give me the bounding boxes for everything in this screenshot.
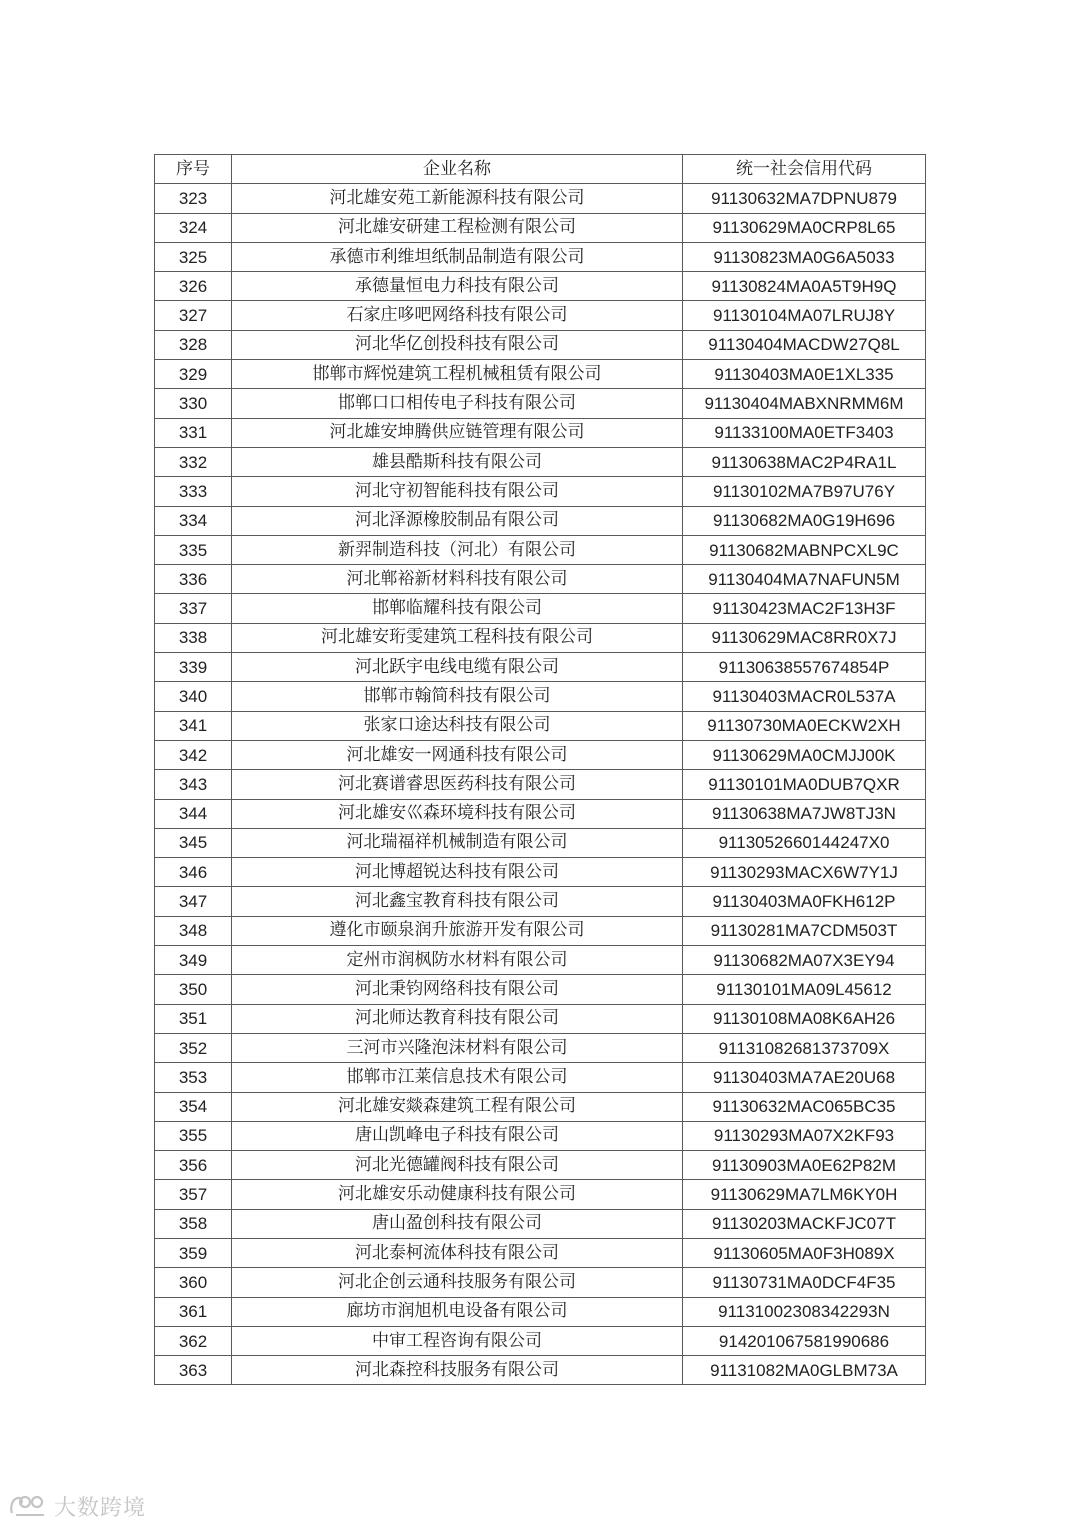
table-row — [155, 1326, 926, 1355]
table-row — [155, 1063, 926, 1092]
cell-seq: 348 — [155, 916, 232, 945]
cell-seq: 342 — [155, 740, 232, 769]
cell-name: 河北雄安珩雯建筑工程科技有限公司 — [232, 623, 683, 652]
cell-seq: 330 — [155, 389, 232, 418]
cell-seq: 362 — [155, 1326, 232, 1355]
cell-code: 9113052660144247X0 — [683, 828, 926, 857]
cell-name: 河北企创云通科技服务有限公司 — [232, 1268, 683, 1297]
table-row — [155, 477, 926, 506]
cell-name: 河北瑞福祥机械制造有限公司 — [232, 828, 683, 857]
cell-code: 91130403MA0E1XL335 — [683, 360, 926, 389]
table-row — [155, 1004, 926, 1033]
cell-code: 91130823MA0G6A5033 — [683, 242, 926, 271]
cell-name: 唐山凯峰电子科技有限公司 — [232, 1121, 683, 1150]
cell-seq: 347 — [155, 887, 232, 916]
table-row — [155, 1297, 926, 1326]
cell-seq: 359 — [155, 1238, 232, 1267]
cell-code: 91130102MA7B97U76Y — [683, 477, 926, 506]
cell-name: 河北雄安巛森环境科技有限公司 — [232, 799, 683, 828]
enterprise-table — [154, 154, 926, 1385]
cell-seq: 346 — [155, 858, 232, 887]
cell-code: 91130404MABXNRMM6M — [683, 389, 926, 418]
cell-code: 91130629MA7LM6KY0H — [683, 1180, 926, 1209]
cell-name: 河北雄安坤腾供应链管理有限公司 — [232, 418, 683, 447]
cell-name: 河北跃宇电线电缆有限公司 — [232, 653, 683, 682]
cell-name: 河北赛谱睿思医药科技有限公司 — [232, 770, 683, 799]
cell-code: 91130293MA07X2KF93 — [683, 1121, 926, 1150]
cell-name: 廊坊市润旭机电设备有限公司 — [232, 1297, 683, 1326]
table-row — [155, 535, 926, 564]
table-row — [155, 887, 926, 916]
cell-code: 91130730MA0ECKW2XH — [683, 711, 926, 740]
cell-code: 91130731MA0DCF4F35 — [683, 1268, 926, 1297]
header-code: 统一社会信用代码 — [683, 155, 926, 184]
cell-name: 邯郸市江莱信息技术有限公司 — [232, 1063, 683, 1092]
cell-seq: 329 — [155, 360, 232, 389]
cell-name: 遵化市颐泉润升旅游开发有限公司 — [232, 916, 683, 945]
cell-seq: 355 — [155, 1121, 232, 1150]
table-row — [155, 594, 926, 623]
cell-name: 河北守初智能科技有限公司 — [232, 477, 683, 506]
cell-seq: 327 — [155, 301, 232, 330]
table-row — [155, 184, 926, 213]
cell-code: 91130203MACKFJC07T — [683, 1209, 926, 1238]
table-row — [155, 975, 926, 1004]
cell-code: 91130638557674854P — [683, 653, 926, 682]
cell-seq: 363 — [155, 1356, 232, 1385]
cell-seq: 344 — [155, 799, 232, 828]
cell-name: 河北师达教育科技有限公司 — [232, 1004, 683, 1033]
table-row — [155, 623, 926, 652]
cell-seq: 332 — [155, 447, 232, 476]
cell-seq: 331 — [155, 418, 232, 447]
cell-code: 91130293MACX6W7Y1J — [683, 858, 926, 887]
cell-code: 91130404MACDW27Q8L — [683, 330, 926, 359]
table-row — [155, 1356, 926, 1385]
cell-name: 河北森控科技服务有限公司 — [232, 1356, 683, 1385]
cell-code: 91131082681373709X — [683, 1033, 926, 1062]
cell-name: 邯郸市翰简科技有限公司 — [232, 682, 683, 711]
cell-code: 91130108MA08K6AH26 — [683, 1004, 926, 1033]
cell-code: 91130629MA0CRP8L65 — [683, 213, 926, 242]
cell-code: 91130101MA0DUB7QXR — [683, 770, 926, 799]
cell-seq: 361 — [155, 1297, 232, 1326]
table-row — [155, 682, 926, 711]
cell-code: 91130104MA07LRUJ8Y — [683, 301, 926, 330]
cell-name: 河北鑫宝教育科技有限公司 — [232, 887, 683, 916]
table-body — [155, 184, 926, 1385]
table-row — [155, 828, 926, 857]
cell-seq: 334 — [155, 506, 232, 535]
cell-name: 邯郸口口相传电子科技有限公司 — [232, 389, 683, 418]
table-row — [155, 1268, 926, 1297]
cell-seq: 345 — [155, 828, 232, 857]
cell-seq: 328 — [155, 330, 232, 359]
cell-code: 91130638MAC2P4RA1L — [683, 447, 926, 476]
cell-seq: 357 — [155, 1180, 232, 1209]
cell-name: 河北雄安苑工新能源科技有限公司 — [232, 184, 683, 213]
cell-code: 91130682MA07X3EY94 — [683, 946, 926, 975]
cell-seq: 354 — [155, 1092, 232, 1121]
cell-name: 河北雄安燚森建筑工程有限公司 — [232, 1092, 683, 1121]
cell-name: 新羿制造科技（河北）有限公司 — [232, 535, 683, 564]
cell-seq: 352 — [155, 1033, 232, 1062]
header-seq: 序号 — [155, 155, 232, 184]
cell-name: 河北郸裕新材料科技有限公司 — [232, 565, 683, 594]
table-row — [155, 301, 926, 330]
table-row — [155, 799, 926, 828]
cell-seq: 335 — [155, 535, 232, 564]
cell-name: 河北泽源橡胶制品有限公司 — [232, 506, 683, 535]
cell-name: 邯郸市辉悦建筑工程机械租赁有限公司 — [232, 360, 683, 389]
table-row — [155, 418, 926, 447]
table-header — [155, 155, 926, 184]
cell-seq: 336 — [155, 565, 232, 594]
cell-name: 河北华亿创投科技有限公司 — [232, 330, 683, 359]
cell-seq: 324 — [155, 213, 232, 242]
cell-seq: 353 — [155, 1063, 232, 1092]
cell-seq: 333 — [155, 477, 232, 506]
cell-seq: 341 — [155, 711, 232, 740]
cell-name: 石家庄哆吧网络科技有限公司 — [232, 301, 683, 330]
cell-code: 91130632MA7DPNU879 — [683, 184, 926, 213]
cell-name: 河北雄安乐动健康科技有限公司 — [232, 1180, 683, 1209]
cell-seq: 356 — [155, 1151, 232, 1180]
cell-name: 唐山盈创科技有限公司 — [232, 1209, 683, 1238]
cell-code: 91130824MA0A5T9H9Q — [683, 272, 926, 301]
cell-name: 承德量恒电力科技有限公司 — [232, 272, 683, 301]
cell-seq: 351 — [155, 1004, 232, 1033]
cell-seq: 358 — [155, 1209, 232, 1238]
logo-icon — [8, 1493, 48, 1519]
cell-code: 9113100230834229​3N — [683, 1297, 926, 1326]
cell-code: 91133100MA0ETF3403 — [683, 418, 926, 447]
table-row — [155, 916, 926, 945]
table-row — [155, 858, 926, 887]
table-row — [155, 389, 926, 418]
cell-code: 91130682MA0G19H696 — [683, 506, 926, 535]
cell-code: 91131082MA0GLBM73A — [683, 1356, 926, 1385]
cell-code: 91130101MA09L45612 — [683, 975, 926, 1004]
cell-seq: 323 — [155, 184, 232, 213]
cell-name: 河北雄安一网通科技有限公司 — [232, 740, 683, 769]
cell-code: 91130638MA7JW8TJ3N — [683, 799, 926, 828]
table-row — [155, 1033, 926, 1062]
cell-seq: 349 — [155, 946, 232, 975]
cell-seq: 338 — [155, 623, 232, 652]
cell-code: 91130423MAC2F13H3F — [683, 594, 926, 623]
table-row — [155, 1151, 926, 1180]
table-row — [155, 1180, 926, 1209]
cell-seq: 325 — [155, 242, 232, 271]
cell-code: 91130682MABNPCXL9C — [683, 535, 926, 564]
table-row — [155, 447, 926, 476]
table-row — [155, 770, 926, 799]
table-row — [155, 272, 926, 301]
watermark — [8, 1490, 146, 1522]
cell-code: 91420106758199068​6 — [683, 1326, 926, 1355]
table-row — [155, 506, 926, 535]
cell-code: 91130404MA7NAFUN5M — [683, 565, 926, 594]
watermark-text: 大数跨境 — [54, 1495, 147, 1521]
cell-code: 91130629MA0CMJJ00K — [683, 740, 926, 769]
header-row — [155, 155, 926, 184]
cell-seq: 326 — [155, 272, 232, 301]
table-row — [155, 1121, 926, 1150]
cell-name: 承德市利维坦纸制品制造有限公司 — [232, 242, 683, 271]
cell-code: 91130605MA0F3H089X — [683, 1238, 926, 1267]
table-row — [155, 213, 926, 242]
cell-code: 91130403MACR0L537A — [683, 682, 926, 711]
cell-name: 河北博超锐达科技有限公司 — [232, 858, 683, 887]
cell-name: 定州市润枫防水材料有限公司 — [232, 946, 683, 975]
cell-seq: 340 — [155, 682, 232, 711]
cell-seq: 350 — [155, 975, 232, 1004]
cell-seq: 343 — [155, 770, 232, 799]
table-row — [155, 565, 926, 594]
cell-code: 91130632MAC065BC35 — [683, 1092, 926, 1121]
cell-name: 三河市兴隆泡沫材料有限公司 — [232, 1033, 683, 1062]
cell-name: 中审工程咨询有限公司 — [232, 1326, 683, 1355]
header-name: 企业名称 — [232, 155, 683, 184]
cell-name: 河北秉钧网络科技有限公司 — [232, 975, 683, 1004]
cell-name: 河北光德罐阀科技有限公司 — [232, 1151, 683, 1180]
cell-seq: 337 — [155, 594, 232, 623]
cell-name: 邯郸临耀科技有限公司 — [232, 594, 683, 623]
cell-code: 91130403MA7AE20U68 — [683, 1063, 926, 1092]
table-row — [155, 740, 926, 769]
cell-seq: 339 — [155, 653, 232, 682]
table-row — [155, 330, 926, 359]
cell-code: 91130403MA0FKH612P — [683, 887, 926, 916]
table-row — [155, 946, 926, 975]
cell-name: 雄县酷斯科技有限公司 — [232, 447, 683, 476]
cell-code: 91130281MA7CDM503T — [683, 916, 926, 945]
cell-code: 91130629MAC8RR0X7J — [683, 623, 926, 652]
table-row — [155, 711, 926, 740]
cell-code: 91130903MA0E62P82M — [683, 1151, 926, 1180]
cell-name: 张家口途达科技有限公司 — [232, 711, 683, 740]
cell-name: 河北雄安研建工程检测有限公司 — [232, 213, 683, 242]
table-row — [155, 360, 926, 389]
table-row — [155, 653, 926, 682]
table-row — [155, 242, 926, 271]
table-row — [155, 1209, 926, 1238]
table-row — [155, 1092, 926, 1121]
cell-name: 河北泰柯流体科技有限公司 — [232, 1238, 683, 1267]
cell-seq: 360 — [155, 1268, 232, 1297]
table-row — [155, 1238, 926, 1267]
